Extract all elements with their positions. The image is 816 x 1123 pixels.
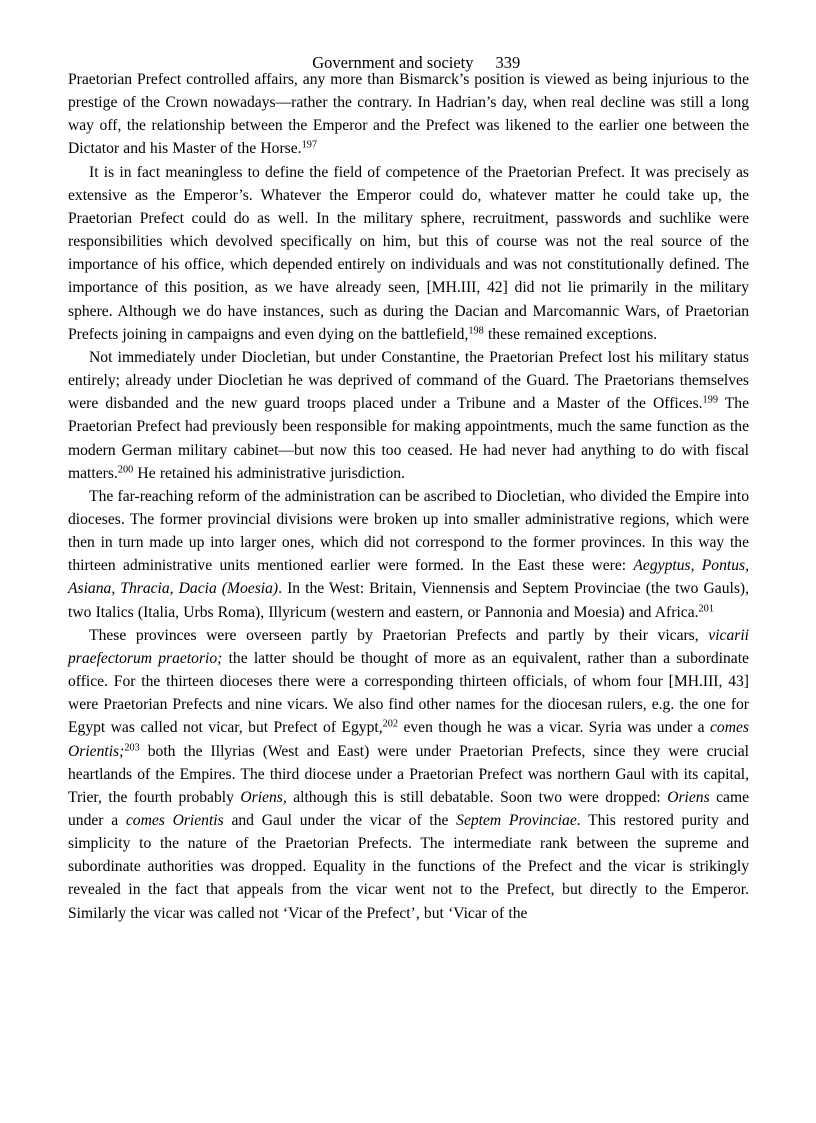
italic-text: Septem Provinciae xyxy=(456,812,577,829)
text-run: even though he was a vicar. Syria was under a xyxy=(398,719,711,737)
italic-text: Oriens, xyxy=(240,788,287,806)
footnote-reference: 201 xyxy=(698,602,714,614)
running-head-title: Government and society xyxy=(312,53,474,72)
text-run: although this is still debatable. Soon two were dropped: xyxy=(286,788,668,806)
italic-text: comes Orientis; xyxy=(68,719,749,760)
text-run: These provinces were overseen partly by Praetorian Prefects and partly by their vicars, xyxy=(89,626,709,644)
footnote-reference: 198 xyxy=(468,325,484,337)
text-run: Praetorian Prefect controlled affairs, any more than Bismarck’s position is viewed as being injurious to the prestige of the Crown nowadays—rather the contrary. In Hadrian’s day, when real decline was still a long way off, the relationship between the Emperor and the Prefect was likened to the earlier one between the Dictator and his Master of the Horse. xyxy=(68,71,749,158)
italic-text: Oriens xyxy=(667,788,710,806)
italic-text: vicarii praefectorum praetorio; xyxy=(68,626,749,667)
text-run: . In the West: Britain, Viennensis and Septem Provinciae (the two Gauls), two Italics (Italia, Urbs Roma), Illyricum (western and eastern, or Pannonia and Moesia) and Africa. xyxy=(68,580,749,621)
italic-text: Aegyptus, Pontus, Asiana, Thracia, Dacia (Moesia) xyxy=(68,557,749,598)
body-paragraph xyxy=(68,346,749,485)
text-run: the latter should be thought of more as an equivalent, rather than a subordinate office. For the thirteen dioceses there were a corresponding thirteen officials, of whom four [MH.III, 43] were Praetorian Prefects and nine vicars. We also find other names for the diocesan rulers, e.g. the one for Egypt was called not vicar, but Prefect of Egypt, xyxy=(68,649,749,737)
text-run: The Praetorian Prefect had previously been responsible for making appointments, much the same function as the modern German military cabinet—but now this too ceased. He had never had anything to do with fiscal matters. xyxy=(68,395,749,482)
text-run: Not immediately under Diocletian, but under Constantine, the Praetorian Prefect lost his military status entirely; already under Diocletian he was deprived of command of the Guard. The Praetorians themselves were disbanded and the new guard troops placed under a Tribune and a Master of the Offices. xyxy=(68,348,749,413)
text-run: both the Illyrias (West and East) were under Praetorian Prefects, since they were crucial heartlands of the Empires. The third diocese under a Praetorian Prefect was northern Gaul with its capital, Trier, the fourth probably xyxy=(68,742,749,806)
footnote-reference: 199 xyxy=(702,394,718,406)
text-run: came under a xyxy=(68,788,750,829)
body-paragraph xyxy=(68,68,749,161)
body-paragraph xyxy=(68,624,749,925)
page-number: 339 xyxy=(495,53,521,72)
text-run: It is in fact meaningless to define the field of competence of the Praetorian Prefect. It was precisely as extensive as the Emperor’s. Whatever the Emperor could do, whatever matter he could take up, the Praetorian Prefect could do as well. In the military sphere, recruitment, passwords and suchlike were responsibilities which devolved specifically on him, but this of course was not the real source of the importance of his office, which depended entirely on individuals and was not constitutionally defined. The importance of this position, as we have already seen, [MH.III, 42] did not lie primarily in the military sphere. Although we do have instances, such as during the Dacian and Marcomannic Wars, of Praetorian Prefects joining in campaigns and even dying on the battlefield, xyxy=(68,163,749,343)
text-run: . This restored purity and simplicity to the nature of the Praetorian Prefects. The intermediate rank between the supreme and subordinate authorities was dropped. Equality in the functions of the Prefect and the vicar is strikingly revealed in the fact that appeals from the vicar went not to the Prefect, but directly to the Emperor. Similarly the vicar was called not ‘Vicar of the Prefect’, but ‘Vicar of the xyxy=(68,812,750,922)
italic-text: comes Orientis xyxy=(125,812,224,829)
body-text-block xyxy=(68,68,749,925)
text-run: He retained his administrative jurisdiction. xyxy=(133,464,406,482)
body-paragraph xyxy=(68,161,749,346)
footnote-reference: 200 xyxy=(117,464,134,475)
footnote-reference: 197 xyxy=(301,139,317,151)
text-run: these remained exceptions. xyxy=(483,325,658,343)
body-paragraph xyxy=(68,485,749,624)
footnote-reference: 203 xyxy=(124,741,140,753)
text-run: and Gaul under the vicar of the xyxy=(223,812,457,829)
footnote-reference: 202 xyxy=(382,718,399,730)
text-run: The far-reaching reform of the administration can be ascribed to Diocletian, who divided the Empire into dioceses. The former provincial divisions were broken up into smaller administrative regions, which were then in turn made up into larger ones, which did not correspond to the former provinces. In this way the thirteen administrative units mentioned earlier were formed. In the East these were: xyxy=(68,487,749,575)
